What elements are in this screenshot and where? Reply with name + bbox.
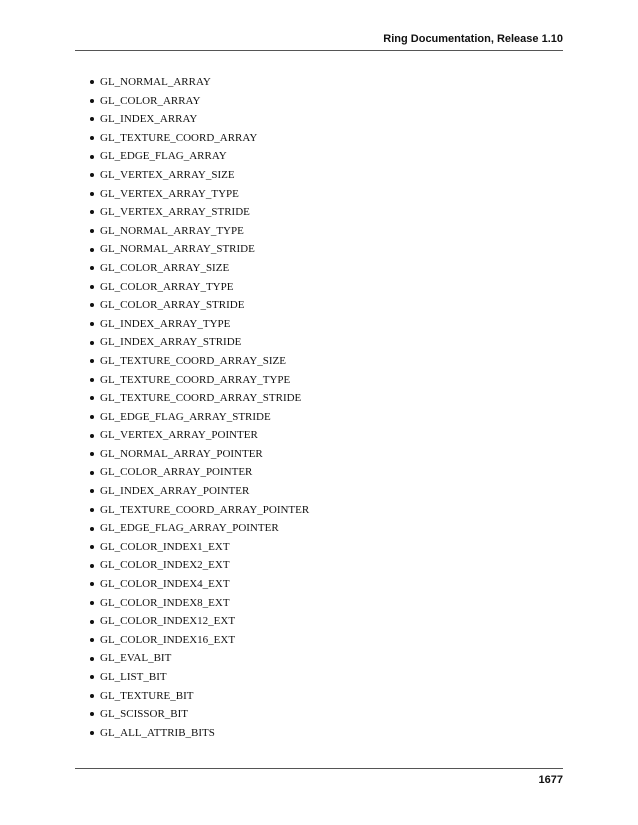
list-item (90, 389, 309, 408)
list-item-text: GL_VERTEX_ARRAY_STRIDE (100, 206, 250, 219)
bullet-icon (90, 192, 94, 196)
bullet-icon (90, 248, 94, 252)
list-item (90, 426, 309, 445)
list-item-text: GL_TEXTURE_COORD_ARRAY (100, 131, 258, 144)
list-item (90, 73, 309, 92)
bullet-icon (90, 80, 94, 84)
bullet-icon (90, 582, 94, 586)
bullet-icon (90, 359, 94, 363)
running-header-title: Ring Documentation, Release 1.10 (383, 33, 563, 45)
list-item-text: GL_COLOR_INDEX8_EXT (100, 596, 230, 609)
list-item (90, 185, 309, 204)
list-item (90, 110, 309, 129)
bullet-icon (90, 657, 94, 661)
list-item-text: GL_INDEX_ARRAY_STRIDE (100, 336, 242, 349)
list-item (90, 147, 309, 166)
list-item-text: GL_COLOR_INDEX16_EXT (100, 633, 236, 646)
list-item (90, 463, 309, 482)
list-item-text: GL_VERTEX_ARRAY_POINTER (100, 429, 258, 442)
list-item (90, 594, 309, 613)
list-item (90, 352, 309, 371)
bullet-icon (90, 117, 94, 121)
list-item-text: GL_EVAL_BIT (100, 652, 172, 665)
list-item (90, 278, 309, 297)
list-item-text: GL_VERTEX_ARRAY_TYPE (100, 187, 239, 200)
list-item-text: GL_COLOR_INDEX1_EXT (100, 540, 230, 553)
list-item (90, 575, 309, 594)
list-item-text: GL_NORMAL_ARRAY (100, 76, 211, 88)
list-item (90, 166, 309, 185)
list-item (90, 371, 309, 390)
list-item (90, 631, 309, 650)
bullet-icon (90, 99, 94, 103)
list-item (90, 668, 309, 687)
bullet-icon (90, 527, 94, 531)
list-item (90, 519, 309, 538)
bullet-icon (90, 303, 94, 307)
list-item (90, 556, 309, 575)
list-item-text: GL_COLOR_ARRAY_POINTER (100, 466, 253, 479)
list-item-text: GL_ALL_ATTRIB_BITS (100, 726, 215, 739)
list-item (90, 612, 309, 631)
list-item-text: GL_EDGE_FLAG_ARRAY (100, 150, 227, 163)
list-item (90, 240, 309, 259)
list-item (90, 649, 309, 668)
bullet-icon (90, 378, 94, 382)
list-item-text: GL_TEXTURE_COORD_ARRAY_TYPE (100, 373, 291, 386)
list-item-text: GL_VERTEX_ARRAY_SIZE (100, 168, 235, 181)
list-item (90, 408, 309, 427)
bullet-icon (90, 508, 94, 512)
list-item-text: GL_LIST_BIT (100, 671, 167, 683)
header-divider (75, 50, 563, 51)
list-item-text: GL_COLOR_INDEX2_EXT (100, 559, 230, 572)
list-item-text: GL_EDGE_FLAG_ARRAY_STRIDE (100, 410, 271, 423)
bullet-icon (90, 210, 94, 214)
list-item-text: GL_NORMAL_ARRAY_STRIDE (100, 243, 255, 256)
bullet-icon (90, 322, 94, 326)
list-item-text: GL_SCISSOR_BIT (100, 708, 189, 721)
bullet-icon (90, 675, 94, 679)
footer-divider (75, 768, 563, 769)
list-item (90, 724, 309, 743)
bullet-icon (90, 638, 94, 642)
list-item (90, 129, 309, 148)
bullet-icon (90, 173, 94, 177)
bullet-icon (90, 155, 94, 159)
constant-list (90, 73, 309, 742)
bullet-icon (90, 620, 94, 624)
list-item (90, 203, 309, 222)
list-item (90, 482, 309, 501)
page-number: 1677 (538, 774, 563, 786)
list-item-text: GL_TEXTURE_COORD_ARRAY_POINTER (100, 503, 310, 516)
list-item-text: GL_COLOR_ARRAY_STRIDE (100, 299, 245, 312)
bullet-icon (90, 731, 94, 735)
list-item-text: GL_COLOR_INDEX4_EXT (100, 578, 230, 591)
list-item-text: GL_TEXTURE_COORD_ARRAY_SIZE (100, 354, 286, 367)
list-item (90, 315, 309, 334)
bullet-icon (90, 545, 94, 549)
list-item-text: GL_NORMAL_ARRAY_POINTER (100, 447, 263, 460)
list-item (90, 445, 309, 464)
list-item-text: GL_INDEX_ARRAY (100, 113, 198, 126)
bullet-icon (90, 452, 94, 456)
bullet-icon (90, 471, 94, 475)
list-item-text: GL_NORMAL_ARRAY_TYPE (100, 224, 244, 237)
bullet-icon (90, 601, 94, 605)
bullet-icon (90, 694, 94, 698)
bullet-icon (90, 415, 94, 419)
list-item-text: GL_EDGE_FLAG_ARRAY_POINTER (100, 522, 279, 535)
list-item-text: GL_COLOR_ARRAY (100, 94, 201, 107)
list-item (90, 705, 309, 724)
list-item-text: GL_TEXTURE_BIT (100, 689, 194, 702)
list-item (90, 259, 309, 278)
list-item (90, 501, 309, 520)
list-item-text: GL_TEXTURE_COORD_ARRAY_STRIDE (100, 392, 302, 405)
bullet-icon (90, 285, 94, 289)
bullet-icon (90, 341, 94, 345)
list-item-text: GL_INDEX_ARRAY_POINTER (100, 485, 250, 498)
bullet-icon (90, 712, 94, 716)
list-item (90, 538, 309, 557)
bullet-icon (90, 564, 94, 568)
bullet-icon (90, 489, 94, 493)
bullet-icon (90, 266, 94, 270)
bullet-icon (90, 136, 94, 140)
list-item (90, 222, 309, 241)
list-item-text: GL_COLOR_ARRAY_SIZE (100, 261, 230, 274)
list-item (90, 333, 309, 352)
list-item-text: GL_INDEX_ARRAY_TYPE (100, 317, 231, 330)
list-item (90, 92, 309, 111)
list-item-text: GL_COLOR_ARRAY_TYPE (100, 280, 234, 293)
bullet-icon (90, 396, 94, 400)
bullet-icon (90, 229, 94, 233)
list-item (90, 296, 309, 315)
bullet-icon (90, 434, 94, 438)
list-item (90, 687, 309, 706)
list-item-text: GL_COLOR_INDEX12_EXT (100, 615, 236, 628)
